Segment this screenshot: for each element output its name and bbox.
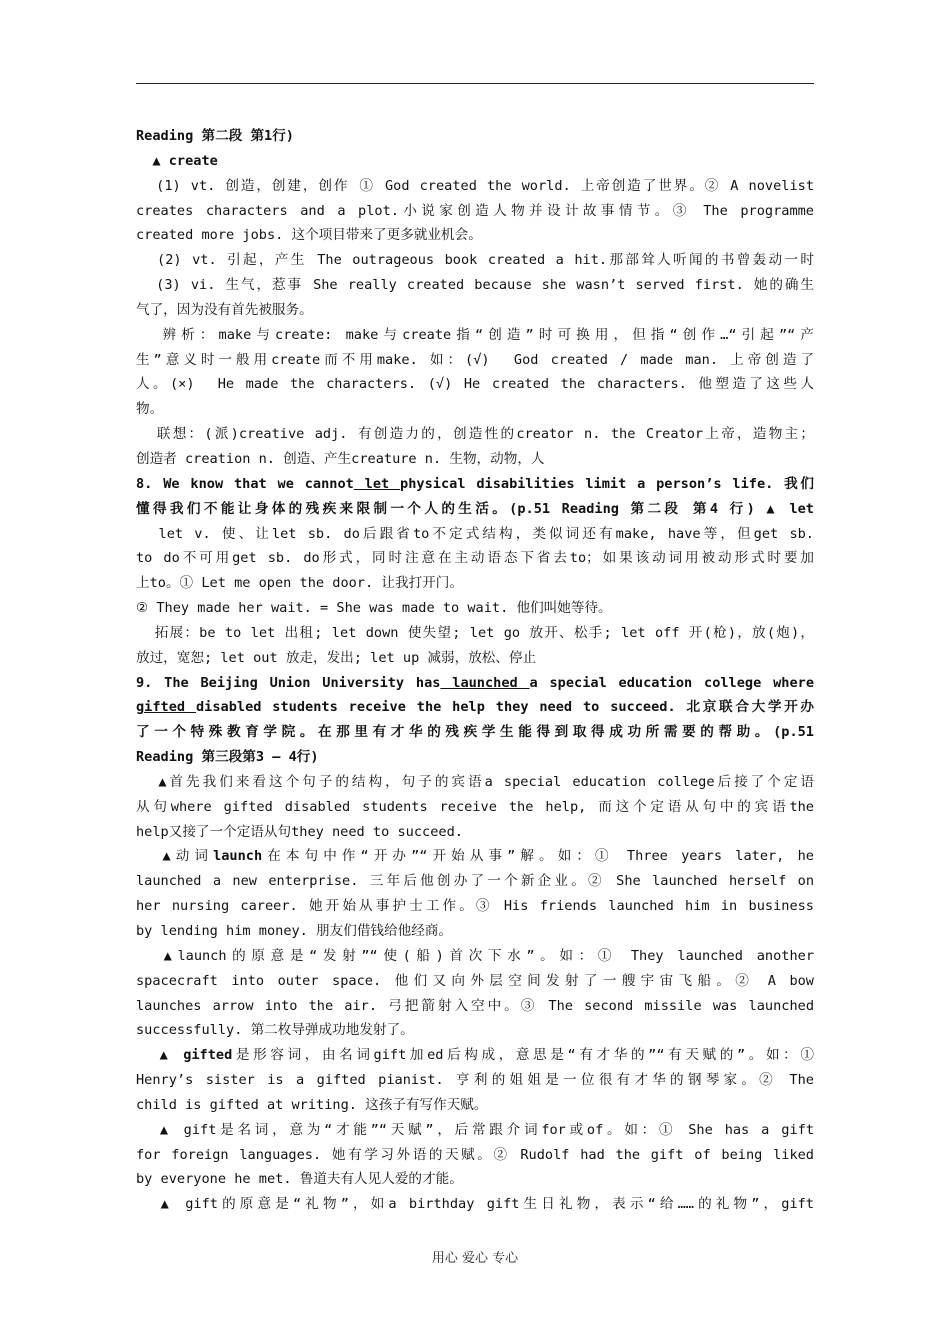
text-run: 从句where gifted disabled students receive the help, 而这个定语从句中的宾语the [136, 798, 814, 815]
text-line [136, 621, 814, 646]
text-run: to do不可用get sb. do形式，同时注意在主动语态下省去to；如果该动词用被动形式时要加 [136, 550, 814, 567]
text-line [136, 472, 814, 497]
text-run: disabled students receive the help they need to succeed. 北京联合大学开办 [195, 699, 814, 716]
underlined-keyword: let [353, 475, 401, 492]
text-line [136, 1043, 814, 1068]
text-run: Henry’s sister is a gifted pianist. 亨利的姐姐是一位很有才华的钢琴家。② The [136, 1072, 814, 1089]
text-run: physical disabilities limit a person’s life. 我们 [400, 475, 814, 492]
text-run: 气了，因为没有首先被服务。 [136, 301, 313, 318]
text-line [136, 944, 814, 969]
text-run: 联想：(派)creative adj. 有创造力的，创造性的creator n. the Creator上帝，造物主； [136, 426, 814, 443]
text-run: 了一个特殊教育学院。在那里有才华的残疾学生能得到取得成功所需要的帮助。(p.51 [136, 724, 814, 741]
text-run: ▲ [136, 1047, 184, 1064]
text-run: 放过，宽恕; let out 放走，发出; let up 减弱，放松、停止 [136, 649, 537, 666]
text-line [136, 149, 814, 174]
text-run: 创造者 creation n. 创造、产生creature n. 生物，动物，人 [136, 450, 545, 467]
text-run: (2) vt. 引起，产生 The outrageous book created a hit.那部耸人听闻的书曾轰动一时 [136, 252, 814, 269]
text-run: Reading 第三段第3 – 4行) [136, 749, 319, 766]
text-line [136, 248, 814, 273]
text-line [136, 671, 814, 696]
text-run: (3) vi. 生气，惹事 She really created because she wasn’t served first. 她的确生 [136, 277, 814, 294]
text-run: created more jobs. 这个项目带来了更多就业机会。 [136, 227, 482, 244]
text-line [136, 1192, 814, 1217]
text-run: 拓展：be to let 出租; let down 使失望; let go 放开、松手; let off 开(枪)，放(炮)， [136, 624, 814, 641]
text-run: 懂得我们不能让身体的残疾来限制一个人的生活。(p.51 Reading 第二段 第4 行) ▲ let [136, 500, 814, 517]
text-run: by everyone he met. 鲁道夫有人见人爱的才能。 [136, 1171, 463, 1188]
underlined-keyword: gifted [136, 699, 196, 716]
text-run: for foreign languages. 她有学习外语的天赋。② Rudolf had the gift of being liked [136, 1146, 814, 1163]
text-line [136, 372, 814, 397]
text-line [136, 820, 814, 845]
text-run: 辨析：make与create: make与create指“创造”时可换用，但指“创作…“引起”“产 [136, 326, 814, 343]
text-line [136, 869, 814, 894]
text-line [136, 223, 814, 248]
document-body [136, 124, 814, 1217]
text-line [136, 894, 814, 919]
text-line [136, 1068, 814, 1093]
text-line [136, 522, 814, 547]
text-line [136, 124, 814, 149]
text-run: let v. 使、让let sb. do后跟省to不定式结构，类似词还有make, have等，但get sb. [136, 525, 814, 542]
text-line [136, 1167, 814, 1192]
text-line [136, 919, 814, 944]
text-line [136, 720, 814, 745]
text-line [136, 770, 814, 795]
text-run: ▲首先我们来看这个句子的结构，句子的宾语a special education college后接了个定语 [136, 773, 814, 790]
text-line [136, 397, 814, 422]
text-run: ▲ gift的原意是“礼物”，如a birthday gift生日礼物，表示“给……的礼物”，gift [136, 1196, 814, 1213]
text-line [136, 695, 814, 720]
text-run: ▲launch的原意是“发射”“使(船)首次下水”。如：① They launched another [136, 947, 814, 964]
underlined-keyword: launched [440, 674, 530, 691]
text-run: child is gifted at writing. 这孩子有写作天赋。 [136, 1096, 488, 1113]
text-line [136, 994, 814, 1019]
text-run: 9. The Beijing Union University has [136, 674, 441, 691]
text-run: ▲ gift是名词，意为“才能”“天赋”，后常跟介词for或of。如：① She has a gift [136, 1121, 814, 1138]
text-line [136, 298, 814, 323]
text-run: 人。(×) He made the characters. (√) He created the characters. 他塑造了这些人 [136, 376, 814, 393]
text-run: a special education college where [529, 674, 814, 691]
text-run: (1) vt. 创造，创建，创作 ① God created the world. 上帝创造了世界。② A novelist [136, 177, 814, 194]
text-line [136, 199, 814, 224]
text-line [136, 447, 814, 472]
text-line [136, 969, 814, 994]
text-line [136, 348, 814, 373]
text-run: ▲ create [136, 152, 218, 169]
text-line [136, 273, 814, 298]
text-run: launched a new enterprise. 三年后他创办了一个新企业。② She launched herself on [136, 873, 814, 890]
text-run: ② They made her wait. = She was made to wait. 他们叫她等待。 [136, 600, 612, 617]
text-run: help又接了一个定语从句they need to succeed. [136, 823, 463, 840]
text-line [136, 497, 814, 522]
text-run: by lending him money. 朋友们借钱给他经商。 [136, 923, 452, 939]
text-line [136, 546, 814, 571]
text-line [136, 174, 814, 199]
text-run: Reading 第二段 第1行) [136, 128, 294, 144]
text-run: ▲动词 [136, 848, 214, 865]
text-line [136, 422, 814, 447]
text-run: 8. We know that we cannot [136, 475, 354, 492]
text-run: spacecraft into outer space. 他们又向外层空间发射了一艘宇宙飞船。② A bow [136, 972, 814, 989]
text-run: 生”意义时一般用create而不用make. 如：(√) God created / made man. 上帝创造了 [136, 351, 814, 368]
text-line [136, 1018, 814, 1043]
text-line [136, 745, 814, 770]
text-run: successfully. 第二枚导弹成功地发射了。 [136, 1022, 414, 1039]
text-line [136, 596, 814, 621]
text-line [136, 1093, 814, 1118]
header-rule [136, 83, 814, 84]
text-run: creates characters and a plot.小说家创造人物并设计故事情节。③ The programme [136, 202, 814, 219]
text-run: 上to。① Let me open the door. 让我打开门。 [136, 575, 463, 592]
text-line [136, 1143, 814, 1168]
bold-keyword: launch [213, 848, 263, 865]
bold-keyword: gifted [183, 1047, 233, 1064]
text-line [136, 844, 814, 869]
text-run: her nursing career. 她开始从事护士工作。③ His friends launched him in business [136, 898, 814, 915]
text-line [136, 1118, 814, 1143]
text-run: 是形容词，由名词gift加ed后构成，意思是“有才华的”“有天赋的”。如：① [232, 1047, 814, 1064]
text-line [136, 646, 814, 671]
page-footer: 用心 爱心 专心 [431, 1251, 519, 1266]
text-run: 在本句中作“开办”“开始从事”解。如：① Three years later, he [262, 848, 814, 865]
text-run: 物。 [136, 401, 164, 418]
text-line [136, 571, 814, 596]
text-line [136, 323, 814, 348]
text-run: launches arrow into the air. 弓把箭射入空中。③ The second missile was launched [136, 997, 814, 1014]
text-line [136, 795, 814, 820]
